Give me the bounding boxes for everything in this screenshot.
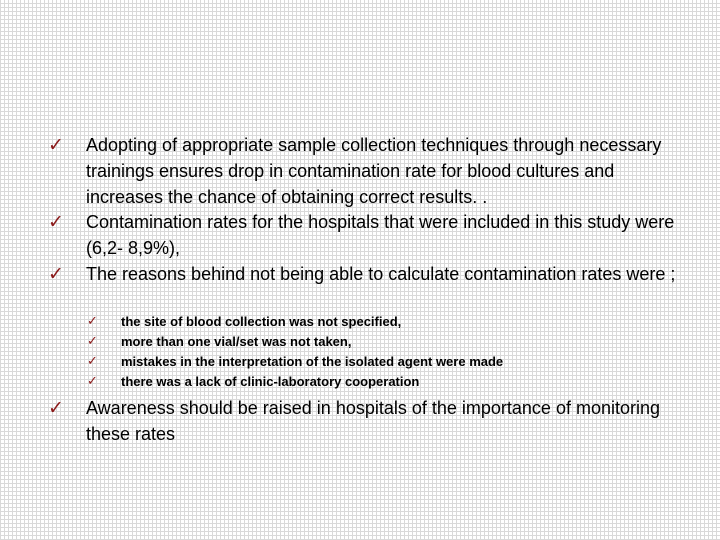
bullet-item (48, 395, 686, 447)
bullet-item (48, 132, 686, 210)
sub-bullet-item (87, 332, 681, 352)
bullet-text: The reasons behind not being able to calculate contamination rates were ; (86, 264, 676, 284)
checkmark-icon: ✓ (48, 263, 64, 285)
checkmark-icon: ✓ (48, 211, 64, 233)
sub-bullet-text: more than one vial/set was not taken, (121, 334, 352, 349)
sub-bullet-text: the site of blood collection was not specified, (121, 314, 402, 329)
checkmark-icon: ✓ (87, 314, 98, 329)
sub-bullet-text: mistakes in the interpretation of the isolated agent were made (121, 354, 504, 369)
checkmark-icon: ✓ (87, 374, 98, 389)
checkmark-icon: ✓ (87, 354, 98, 369)
bullet-item (48, 209, 686, 261)
sub-bullet-item (87, 312, 681, 332)
sub-bullet-item (87, 372, 681, 392)
checkmark-icon: ✓ (87, 334, 98, 349)
bullet-text: Adopting of appropriate sample collection techniques through necessary trainings ensures drop in contamination rate for blood cultures and increases the chance of obtaining correct results. . (86, 135, 662, 207)
checkmark-icon: ✓ (48, 134, 64, 156)
bullet-item (48, 261, 686, 287)
bullet-text: Awareness should be raised in hospitals of the importance of monitoring these rates (86, 398, 660, 444)
sub-bullet-text: there was a lack of clinic-laboratory cooperation (121, 374, 420, 389)
bullet-text: Contamination rates for the hospitals that were included in this study were (6,2- 8,9%), (86, 212, 675, 258)
sub-bullet-item (87, 352, 681, 372)
checkmark-icon: ✓ (48, 397, 64, 419)
